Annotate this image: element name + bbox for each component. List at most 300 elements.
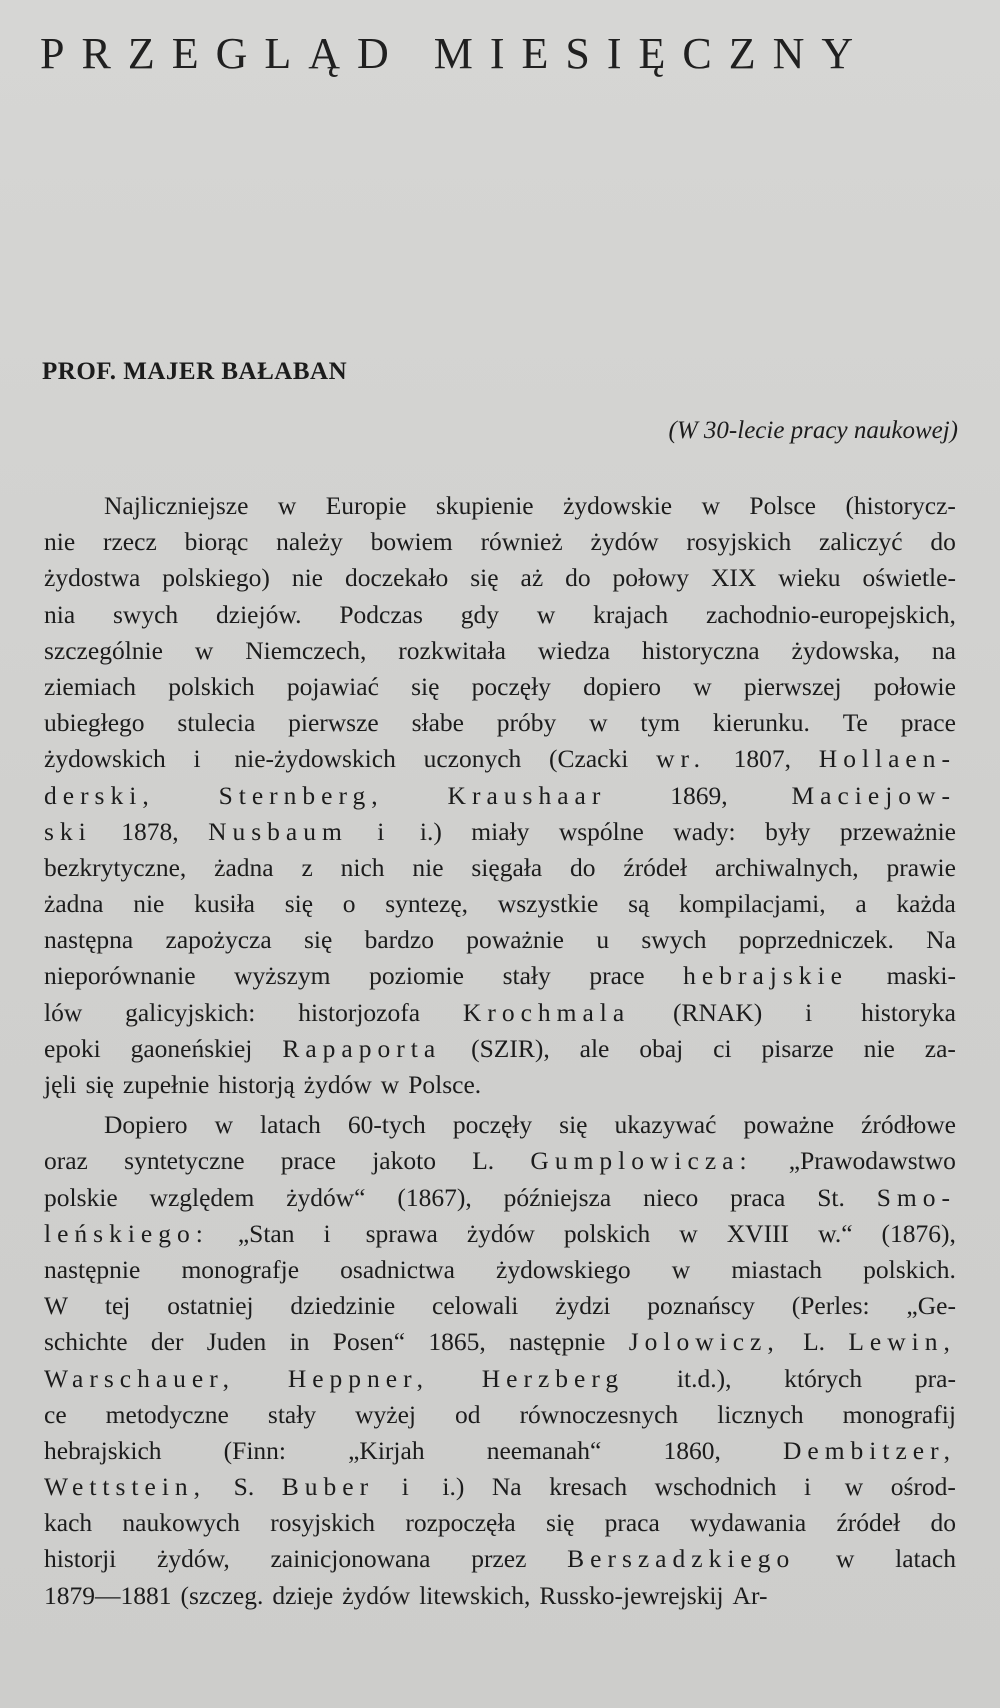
word: kierunku.: [712, 708, 810, 738]
text-line: [44, 741, 956, 777]
word: i.): [442, 1472, 465, 1502]
word: i: [401, 1472, 415, 1502]
text-line: [44, 705, 956, 741]
word: żydzi: [555, 1291, 611, 1321]
word: swych: [113, 599, 179, 629]
word: (SZIR),: [471, 1033, 550, 1063]
word: leńskiego:: [44, 1218, 209, 1248]
word: poczęły: [471, 671, 551, 701]
word: wady:: [673, 816, 736, 846]
word: za-: [924, 1033, 956, 1063]
word: nie: [863, 1033, 895, 1063]
word: aż: [520, 563, 544, 593]
word: polskich: [168, 671, 255, 701]
word: w: [277, 491, 297, 520]
word: się: [470, 563, 499, 593]
word: żydowska,: [791, 635, 900, 665]
word: i.): [419, 816, 442, 846]
word: lów: [44, 997, 83, 1027]
text-line: [44, 1288, 956, 1324]
word: polskich: [563, 1218, 651, 1248]
word: do: [570, 852, 596, 882]
word: Maciejow-: [791, 780, 956, 810]
word: poziomie: [369, 961, 464, 991]
word: jakoto: [372, 1146, 436, 1176]
word: Na: [491, 1472, 522, 1502]
word: i: [805, 997, 819, 1027]
word: żydów: [342, 1580, 411, 1610]
word: źródeł: [623, 852, 688, 882]
text-line: [44, 1107, 956, 1143]
word: się: [85, 1070, 114, 1099]
word: latach: [895, 1544, 956, 1574]
text-line: [44, 1433, 956, 1469]
word: następnie: [44, 1254, 141, 1284]
word: ce: [44, 1399, 67, 1429]
word: 1865,: [428, 1327, 486, 1357]
word: doczekało: [344, 563, 449, 593]
word: względem: [149, 1182, 255, 1212]
word: historjozofa: [298, 997, 421, 1027]
word: epoki: [44, 1033, 101, 1063]
word: „Prawodawstwo: [788, 1146, 956, 1176]
word: Kraushaar: [447, 780, 607, 810]
word: monografje: [181, 1254, 300, 1284]
word: nie: [133, 889, 165, 919]
word: należy: [276, 527, 343, 557]
word: połowy: [612, 563, 690, 593]
word: Nusbaum: [208, 816, 348, 846]
word: pra-: [914, 1363, 956, 1393]
text-line: [44, 850, 956, 886]
word: Hollaen-: [818, 744, 956, 774]
word: stulecia: [177, 708, 256, 738]
word: nich: [340, 852, 385, 882]
word: XVIII: [726, 1218, 790, 1248]
word: były: [765, 816, 811, 846]
word: (Czacki: [549, 744, 629, 774]
word: der: [150, 1327, 184, 1357]
word: żydów,: [157, 1544, 230, 1574]
word: Krochmala: [462, 997, 631, 1027]
text-line: [44, 1216, 956, 1252]
word: zachodnio-europejskich,: [705, 599, 956, 629]
word: poczęły: [452, 1110, 533, 1140]
word: gdy: [460, 599, 499, 629]
text-line: [44, 1361, 956, 1397]
word: szczególnie: [44, 635, 163, 665]
word: Podczas: [339, 599, 423, 629]
word: sięgała: [471, 852, 543, 882]
word: litewskich,: [419, 1580, 531, 1610]
word: naukowych: [122, 1508, 240, 1538]
word: w: [194, 635, 214, 665]
text-line: [44, 1397, 956, 1433]
word: praca: [604, 1508, 660, 1538]
word: są: [628, 889, 650, 919]
word: w: [693, 671, 712, 701]
word: dzieje: [272, 1580, 334, 1610]
word: L.: [472, 1146, 495, 1176]
word: Na: [926, 925, 956, 955]
word: zapożycza: [165, 925, 272, 955]
word: bowiem: [370, 527, 453, 557]
word: bardzo: [364, 925, 434, 955]
word: prace: [900, 708, 956, 738]
word: Dembitzer,: [782, 1435, 956, 1465]
word: nieco: [643, 1182, 699, 1212]
word: żadna: [44, 889, 104, 919]
running-header: PRZEGLĄD MIESIĘCZNY: [40, 29, 871, 78]
word: XIX: [710, 563, 757, 593]
text-line: [44, 488, 956, 524]
word: źródłowe: [861, 1110, 956, 1140]
word: „Stan: [237, 1218, 295, 1248]
word: ośrod-: [890, 1472, 956, 1502]
word: stały: [267, 1399, 317, 1429]
paragraph-2: [44, 1107, 956, 1614]
word: wieku: [778, 563, 841, 593]
word: w: [214, 1110, 233, 1140]
word: słabe: [411, 708, 464, 738]
word: praca: [730, 1182, 786, 1212]
word: wr.: [656, 744, 706, 774]
word: ubiegłego: [44, 708, 145, 738]
word: wspólne: [558, 816, 644, 846]
word: również: [480, 527, 563, 557]
word: (1867),: [397, 1182, 472, 1212]
word: (Finn:: [223, 1435, 286, 1465]
word: 1878,: [121, 816, 179, 846]
word: prawie: [886, 852, 956, 882]
word: nie-żydowskich: [234, 744, 396, 774]
word: osadnictwa: [340, 1254, 455, 1284]
word: żydów“: [286, 1182, 366, 1212]
word: dopiero: [583, 671, 662, 701]
word: rosyjskich: [270, 1508, 376, 1538]
word: derski,: [44, 780, 155, 810]
word: Gumplowicza:: [530, 1146, 753, 1176]
word: ukazywać: [614, 1110, 717, 1140]
word: Polsce: [749, 491, 816, 520]
text-line: [44, 560, 956, 596]
word: sprawa: [365, 1218, 438, 1248]
word: wszystkie: [497, 889, 599, 919]
word: żydowskich: [44, 744, 166, 774]
word: miały: [471, 816, 530, 846]
word: wschodnich: [654, 1472, 777, 1502]
word: przeważnie: [839, 816, 956, 846]
word: 60-tych: [347, 1110, 426, 1140]
word: Polsce.: [408, 1070, 482, 1099]
word: w.“: [818, 1218, 853, 1248]
word: i: [377, 816, 391, 846]
word: Russko-jewrejskij: [539, 1580, 724, 1610]
word: żadna: [214, 852, 274, 882]
word: ski: [44, 816, 92, 846]
word: pierwsze: [288, 708, 379, 738]
word: w: [679, 1218, 698, 1248]
text-line: [44, 1180, 956, 1216]
word: ostatniej: [167, 1291, 254, 1321]
word: o: [342, 889, 356, 919]
word: neemanah“: [486, 1435, 602, 1465]
word: poważnie: [466, 925, 565, 955]
text-line: [44, 1541, 956, 1577]
word: Najliczniejsze: [104, 491, 249, 520]
word: (Perles:: [791, 1291, 870, 1321]
word: Warschauer,: [44, 1363, 236, 1393]
word: nie: [44, 527, 76, 557]
word: 1860,: [663, 1435, 721, 1465]
word: pierwszej: [743, 671, 842, 701]
word: (1876),: [881, 1218, 956, 1248]
word: obaj: [639, 1033, 684, 1063]
word: do: [930, 1508, 956, 1538]
word: dziejów.: [216, 599, 302, 629]
word: żydów: [590, 527, 659, 557]
word: oświetle-: [862, 563, 956, 593]
text-line: [44, 1067, 956, 1103]
word: zupełnie: [122, 1070, 210, 1099]
word: w: [536, 599, 556, 629]
word: następnie: [509, 1327, 606, 1357]
word: Buber: [281, 1472, 375, 1502]
word: równoczesnych: [519, 1399, 679, 1429]
word: stały: [502, 961, 551, 991]
word: rzecz: [103, 527, 157, 557]
word: próby: [496, 708, 557, 738]
word: archiwalnych,: [714, 852, 859, 882]
word: w: [844, 1472, 864, 1502]
word: syntezę,: [385, 889, 469, 919]
word: jęli: [44, 1070, 77, 1099]
word: Europie: [325, 491, 407, 520]
word: ci: [713, 1033, 732, 1063]
word: pisarze: [761, 1033, 834, 1063]
word: rosyjskich: [686, 527, 792, 557]
word: Heppner,: [287, 1363, 429, 1393]
word: wyżej: [355, 1399, 416, 1429]
text-line: [44, 1505, 956, 1541]
text-line: [44, 814, 956, 850]
word: prace: [589, 961, 645, 991]
word: (szczeg.: [180, 1580, 264, 1610]
word: 1807,: [733, 744, 792, 774]
word: Smo-: [876, 1182, 956, 1212]
word: rozpoczęła: [405, 1508, 516, 1538]
word: kusiła: [194, 889, 255, 919]
word: schichte: [44, 1327, 128, 1357]
word: rozkwitała: [398, 635, 506, 665]
word: biorąc: [184, 527, 249, 557]
word: zainicjonowana: [270, 1544, 431, 1574]
word: nieporównanie: [44, 961, 196, 991]
word: pojawiać: [286, 671, 379, 701]
word: historją: [218, 1070, 295, 1099]
word: S.: [233, 1472, 255, 1502]
text-line: [44, 669, 956, 705]
word: skupienie: [435, 491, 534, 520]
word: do: [930, 527, 956, 557]
word: prace: [280, 1146, 336, 1176]
article-body: [44, 488, 956, 1614]
text-line: [44, 524, 956, 560]
word: na: [931, 635, 956, 665]
word: kompilacjami,: [679, 889, 826, 919]
word: metodyczne: [105, 1399, 229, 1429]
word: poprzedniczek.: [738, 925, 894, 955]
word: maski-: [886, 961, 956, 991]
word: Berszadzkiego: [567, 1544, 796, 1574]
word: in: [289, 1327, 310, 1357]
word: „Ge-: [906, 1291, 956, 1321]
word: historji: [44, 1544, 117, 1574]
article-subtitle: (W 30-lecie pracy naukowej): [668, 417, 958, 444]
word: galicyjskich:: [125, 997, 256, 1027]
word: zaliczyć: [819, 527, 903, 557]
word: wydawania: [690, 1508, 807, 1538]
word: poznańscy: [647, 1291, 755, 1321]
word: it.d.),: [676, 1363, 732, 1393]
word: wyższym: [234, 961, 331, 991]
word: miastach: [731, 1254, 822, 1284]
word: L.: [803, 1327, 826, 1357]
word: późniejsza: [503, 1182, 612, 1212]
word: się: [411, 671, 440, 701]
word: Jolowicz,: [628, 1327, 780, 1357]
word: Herzberg: [481, 1363, 625, 1393]
word: oraz: [44, 1146, 88, 1176]
word: historyczna: [642, 635, 760, 665]
word: uczonych: [423, 744, 522, 774]
text-line: [44, 922, 956, 958]
word: historyka: [861, 997, 956, 1027]
word: ziemiach: [44, 671, 137, 701]
word: celowali: [432, 1291, 519, 1321]
word: ale: [579, 1033, 610, 1063]
word: żydostwa: [44, 563, 141, 593]
word: Posen“: [332, 1327, 406, 1357]
word: Niemczech,: [245, 635, 367, 665]
word: hebrajskich: [44, 1435, 162, 1465]
word: żydów: [466, 1218, 535, 1248]
word: kach: [44, 1508, 93, 1538]
word: a: [855, 889, 867, 919]
word: w: [589, 708, 608, 738]
word: których: [784, 1363, 863, 1393]
word: Dopiero: [104, 1110, 188, 1140]
word: nie: [412, 852, 444, 882]
text-line: [44, 1324, 956, 1360]
text-line: [44, 958, 956, 994]
word: syntetyczne: [124, 1146, 245, 1176]
word: w: [835, 1544, 855, 1574]
word: i: [804, 1472, 818, 1502]
word: Sternberg,: [218, 780, 384, 810]
word: bezkrytyczne,: [44, 852, 187, 882]
word: monografij: [842, 1399, 956, 1429]
text-line: [44, 778, 956, 814]
text-line: [44, 1143, 956, 1179]
text-line: [44, 597, 956, 633]
word: u: [596, 925, 610, 955]
word: polskiego): [162, 563, 270, 593]
text-line: [44, 633, 956, 669]
word: nia: [44, 599, 76, 629]
word: Ar-: [732, 1580, 768, 1610]
word: latach: [260, 1110, 321, 1140]
text-line: [44, 1252, 956, 1288]
word: Juden: [206, 1327, 267, 1357]
word: dziedzinie: [290, 1291, 396, 1321]
word: każda: [896, 889, 956, 919]
word: się: [284, 889, 314, 919]
word: następna: [44, 925, 134, 955]
word: i: [323, 1218, 337, 1248]
word: licznych: [717, 1399, 804, 1429]
word: „Kirjah: [348, 1435, 425, 1465]
word: od: [455, 1399, 481, 1429]
word: St.: [817, 1182, 845, 1212]
word: żydów: [303, 1070, 372, 1099]
word: się: [546, 1508, 575, 1538]
word: tej: [104, 1291, 131, 1321]
word: do: [565, 563, 591, 593]
word: krajach: [593, 599, 669, 629]
text-line: [44, 1578, 956, 1614]
article-title: PROF. MAJER BAŁABAN: [42, 358, 348, 385]
word: Lewin,: [848, 1327, 956, 1357]
word: przez: [471, 1544, 527, 1574]
word: z: [301, 852, 313, 882]
word: (historycz-: [845, 491, 956, 520]
word: gaoneńskiej: [130, 1033, 253, 1063]
word: tym: [640, 708, 681, 738]
word: hebrajskie: [683, 961, 848, 991]
word: połowie: [873, 671, 956, 701]
word: Te: [842, 708, 868, 738]
word: się: [303, 925, 333, 955]
word: Rapaporta: [282, 1033, 442, 1063]
word: wiedza: [537, 635, 611, 665]
word: Wettstein,: [44, 1472, 207, 1502]
word: źródeł: [836, 1508, 901, 1538]
word: poważne: [743, 1110, 835, 1140]
text-line: [44, 1469, 956, 1505]
word: kresach: [549, 1472, 628, 1502]
text-line: [44, 886, 956, 922]
text-line: [44, 995, 956, 1031]
word: i: [193, 744, 207, 774]
word: w: [671, 1254, 691, 1284]
word: 1879—1881: [44, 1580, 172, 1610]
word: w: [701, 491, 720, 520]
word: się: [559, 1110, 588, 1140]
word: żydowskiego: [496, 1254, 631, 1284]
word: 1869,: [670, 780, 728, 810]
word: polskich.: [863, 1254, 956, 1284]
word: nie: [291, 563, 323, 593]
word: żydowskie: [563, 491, 673, 520]
paragraph-1: [44, 488, 956, 1103]
word: w: [380, 1070, 400, 1099]
word: W: [44, 1291, 69, 1321]
word: (RNAK): [673, 997, 763, 1027]
word: polskie: [44, 1182, 118, 1212]
word: swych: [641, 925, 707, 955]
text-line: [44, 1031, 956, 1067]
